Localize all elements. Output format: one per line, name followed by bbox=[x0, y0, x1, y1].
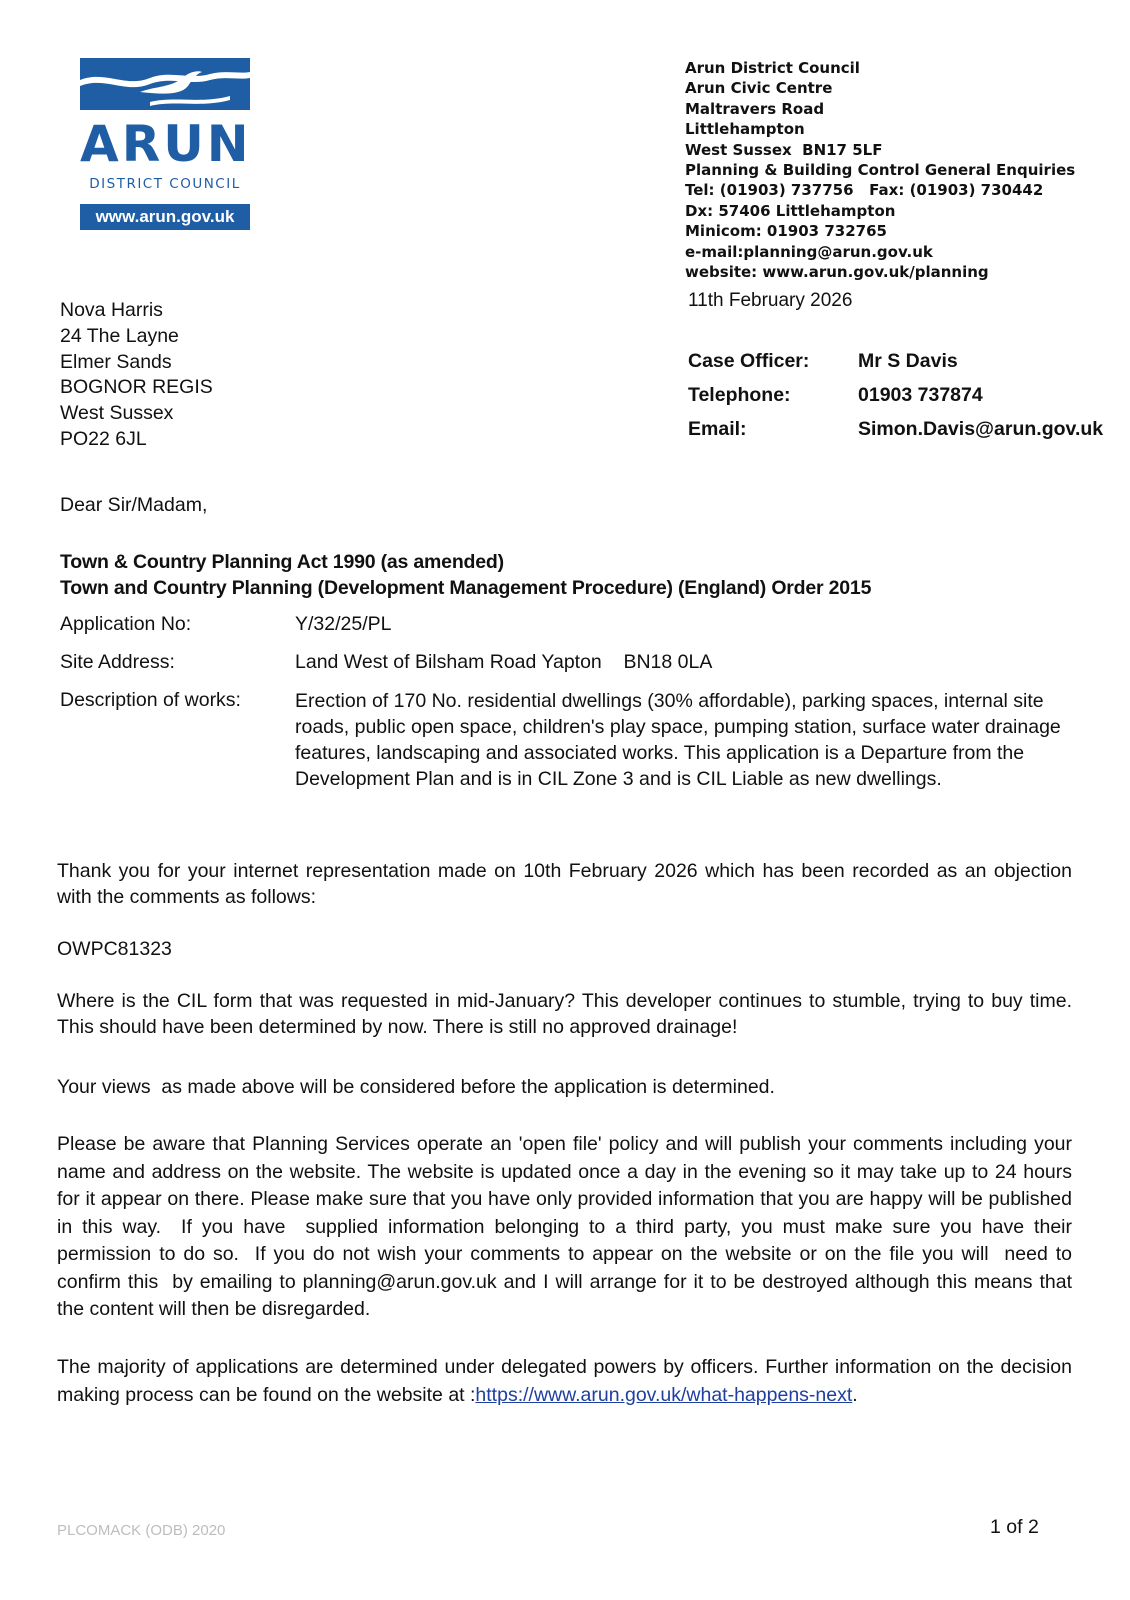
recipient-line: Elmer Sands bbox=[60, 350, 172, 373]
council-line: Minicom: 01903 732765 bbox=[685, 222, 887, 241]
page-number: 1 of 2 bbox=[990, 1516, 1039, 1538]
salutation: Dear Sir/Madam, bbox=[60, 494, 208, 516]
application-no-label: Application No: bbox=[60, 613, 192, 635]
recipient-address bbox=[60, 298, 213, 453]
recipient-line: PO22 6JL bbox=[60, 427, 147, 450]
case-officer-value: Mr S Davis bbox=[858, 350, 958, 372]
email-value: Simon.Davis@arun.gov.uk bbox=[858, 418, 1104, 440]
description-value: Erection of 170 No. residential dwellings (30% affordable), parking spaces, internal site roads, public open space, children's play space, pumping station, surface water drainage features, landscaping and associated works. This application is a Departure from the Development Plan and is in CIL Zone 3 and is CIL Liable as new dwellings. bbox=[295, 690, 1061, 790]
site-address-label: Site Address: bbox=[60, 651, 175, 673]
council-line: website: www.arun.gov.uk/planning bbox=[685, 263, 989, 282]
heading-line-2: Town and Country Planning (Development Management Procedure) (England) Order 2015 bbox=[60, 577, 872, 599]
link-suffix: . bbox=[852, 1383, 858, 1406]
recipient-line: West Sussex bbox=[60, 402, 174, 425]
council-line: Planning & Building Control General Enquiries bbox=[685, 161, 1076, 180]
application-no-value: Y/32/25/PL bbox=[295, 613, 392, 635]
open-file-paragraph: Please be aware that Planning Services operate an 'open file' policy and will publish your comments including your name and address on the website. The website is updated once a day in the evening so it may take up to 24 hours for it appear on there. Please make sure that you have only provided information that you are happy will be published in this way. If you have supplied information belonging to a third party, you must make sure you have their permission to do so. If you do not wish your comments to appear on the website or on the file you will need to confirm this by emailing to planning@arun.gov.uk and I will arrange for it to be destroyed although this means that the content will then be disregarded. bbox=[57, 1133, 1083, 1320]
recipient-line: BOGNOR REGIS bbox=[60, 376, 213, 399]
thanks-paragraph: Thank you for your internet representation made on 10th February 2026 which has been recorded as an objection with the comments as follows: bbox=[57, 860, 1072, 908]
email-label: Email: bbox=[688, 418, 747, 440]
council-line: Littlehampton bbox=[685, 120, 805, 139]
council-line: Arun Civic Centre bbox=[685, 79, 833, 98]
bird-wave-icon bbox=[80, 58, 250, 110]
description-label: Description of works: bbox=[60, 689, 241, 711]
site-address-value: Land West of Bilsham Road Yapton BN18 0LA bbox=[295, 651, 713, 673]
council-address-block bbox=[685, 58, 1075, 282]
logo-banner bbox=[80, 58, 250, 110]
recipient-line: Nova Harris bbox=[60, 299, 163, 321]
footer-code: PLCOMACK (ODB) 2020 bbox=[57, 1522, 226, 1539]
heading-line-1: Town & Country Planning Act 1990 (as amended) bbox=[60, 551, 504, 573]
logo-name: ARUN bbox=[80, 115, 252, 173]
council-line: West Sussex BN17 5LF bbox=[685, 140, 883, 159]
representation-reference: OWPC81323 bbox=[57, 938, 172, 960]
telephone-value: 01903 737874 bbox=[858, 384, 983, 406]
council-logo bbox=[80, 58, 250, 230]
majority-paragraph bbox=[57, 1354, 1072, 1409]
case-officer-label: Case Officer: bbox=[688, 350, 810, 372]
council-line: Dx: 57406 Littlehampton bbox=[685, 201, 896, 220]
council-line: Tel: (01903) 737756 Fax: (01903) 730442 bbox=[685, 181, 1044, 200]
logo-website: www.arun.gov.uk bbox=[80, 204, 250, 230]
objection-comment: Where is the CIL form that was requested in mid-January? This developer continues to stumble, trying to buy time. This should have been determined by now. There is still no approved drainage! bbox=[57, 990, 1072, 1038]
recipient-line: 24 The Layne bbox=[60, 324, 179, 347]
council-line: Maltravers Road bbox=[685, 99, 825, 118]
majority-text: The majority of applications are determined under delegated powers by officers. Further information on the decision making process can be found on the website at : bbox=[57, 1356, 1072, 1406]
letter-date: 11th February 2026 bbox=[688, 290, 853, 311]
council-line: Arun District Council bbox=[685, 59, 860, 77]
legislation-heading bbox=[60, 549, 871, 601]
what-happens-next-link[interactable]: https://www.arun.gov.uk/what-happens-next bbox=[475, 1383, 853, 1406]
views-paragraph: Your views as made above will be considered before the application is determined. bbox=[57, 1076, 775, 1098]
logo-subtitle: DISTRICT COUNCIL bbox=[89, 176, 241, 192]
council-line: e-mail:planning@arun.gov.uk bbox=[685, 242, 933, 261]
telephone-label: Telephone: bbox=[688, 384, 791, 406]
